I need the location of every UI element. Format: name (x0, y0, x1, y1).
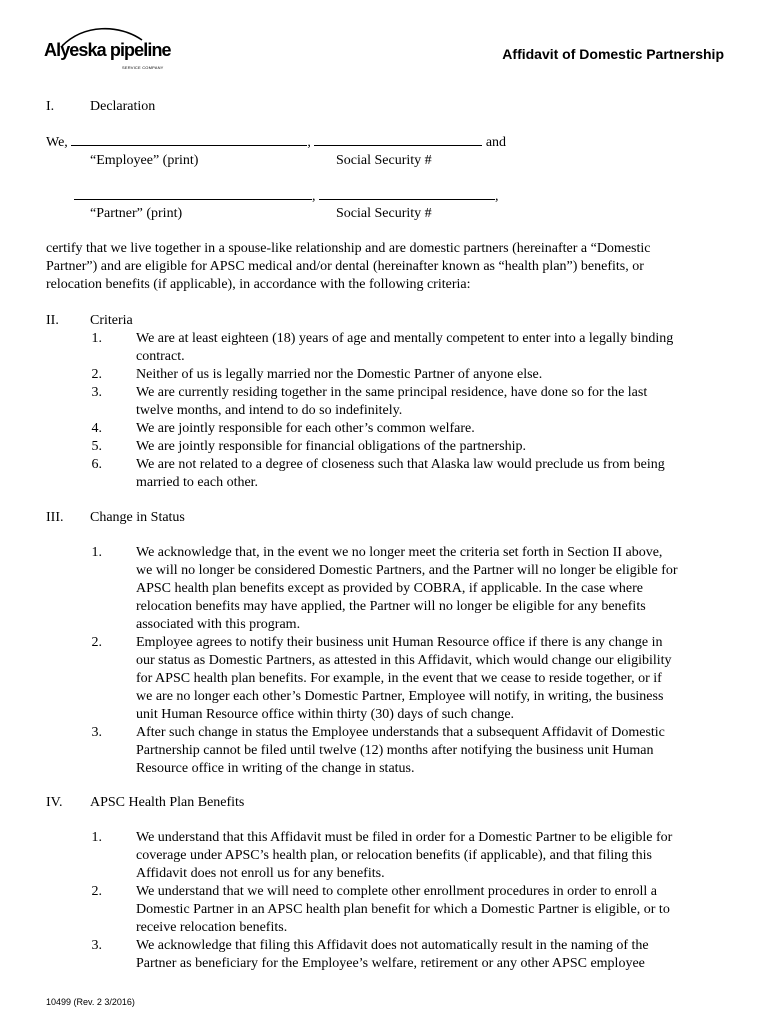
section-1-numeral: I. (46, 99, 55, 114)
change-status-list (90, 544, 730, 778)
item-text-line: Affidavit does not enroll us for any benefits. (136, 866, 385, 881)
item-text-line: After such change in status the Employee understands that a subsequent Affidavit of Domestic (136, 725, 665, 740)
item-number: 2. (91, 635, 102, 650)
employee-ssn-caption: Social Security # (336, 153, 432, 168)
item-number: 1. (91, 830, 102, 845)
section-2-numeral: II. (46, 313, 59, 328)
item-number: 2. (91, 884, 102, 899)
item-text-line: Neither of us is legally married nor the Domestic Partner of anyone else. (136, 367, 543, 382)
item-text-line: we are no longer each other’s Domestic Partner, Employee will notify, in writing, the business (136, 689, 664, 704)
item-text-line: we will no longer be considered Domestic Partners, and the Partner will no longer be eligible for (136, 563, 678, 578)
item-text-line: We acknowledge that filing this Affidavit does not automatically result in the naming of the (136, 938, 649, 953)
logo-wordmark: Alyeska pipeline (44, 40, 171, 60)
item-number: 3. (91, 938, 102, 953)
employee-caption: “Employee” (print) (90, 153, 199, 168)
item-number: 2. (91, 367, 102, 382)
item-number: 1. (91, 331, 102, 346)
list-item (90, 384, 730, 420)
item-text-line: APSC health plan benefits except as provided by COBRA, if applicable. In the case where (136, 581, 643, 596)
list-item (90, 544, 730, 634)
list-item (90, 883, 730, 937)
partner-ssn-field[interactable] (319, 187, 495, 200)
section-4-numeral: IV. (46, 795, 63, 810)
item-text-line: our status as Domestic Partners, as attested in this Affidavit, which would change our eligibility (136, 653, 672, 668)
item-text-line: Partnership cannot be filed until twelve (12) months after notifying the business unit Human (136, 743, 654, 758)
item-number: 3. (91, 385, 102, 400)
list-item (90, 438, 730, 456)
item-text-line: twelve months, and intend to do so indefinitely. (136, 403, 403, 418)
item-text-line: We understand that this Affidavit must be filed in order for a Domestic Partner to be eligible for (136, 830, 673, 845)
criteria-list (90, 330, 730, 492)
certify-line: relocation benefits (if applicable), in accordance with the following criteria: (46, 277, 471, 292)
document-title: Affidavit of Domestic Partnership (502, 46, 724, 62)
section-1-heading: Declaration (90, 99, 156, 114)
item-number: 3. (91, 725, 102, 740)
list-item (90, 366, 730, 384)
employee-name-field[interactable] (71, 133, 307, 146)
item-text-line: We are jointly responsible for financial obligations of the partnership. (136, 439, 526, 454)
item-text-line: We are currently residing together in the same principal residence, have done so for the last (136, 385, 648, 400)
list-item (90, 634, 730, 724)
list-item (90, 330, 730, 366)
form-number: 10499 (Rev. 2 3/2016) (46, 997, 135, 1007)
item-text-line: relocation benefits may have applied, the Partner will no longer be eligible for any benefits (136, 599, 646, 614)
section-2-heading: Criteria (90, 313, 133, 328)
list-item (90, 724, 730, 778)
item-text-line: Partner as beneficiary for the Employee’s welfare, retirement or any other APSC employee (136, 956, 645, 971)
item-text-line: receive relocation benefits. (136, 920, 288, 935)
item-number: 4. (91, 421, 102, 436)
section-3-heading: Change in Status (90, 510, 185, 525)
partner-caption: “Partner” (print) (90, 206, 183, 221)
partner-name-field[interactable] (74, 187, 312, 200)
item-text-line: We are at least eighteen (18) years of age and mentally competent to enter into a legally binding (136, 331, 674, 346)
employee-ssn-field[interactable] (314, 133, 482, 146)
we-label: We, (46, 135, 68, 150)
item-text-line: coverage under APSC’s health plan, or relocation benefits (if applicable), and that filing this (136, 848, 652, 863)
certify-paragraph (46, 240, 726, 294)
certify-line: certify that we live together in a spouse-like relationship and are domestic partners (hereinafter a “Domestic (46, 241, 651, 256)
certify-line: Partner”) and are eligible for APSC medical and/or dental (hereinafter known as “health plan”) benefits, or (46, 259, 644, 274)
health-benefits-list (90, 829, 730, 973)
item-text-line: We acknowledge that, in the event we no longer meet the criteria set forth in Section II above, (136, 545, 663, 560)
item-text-line: associated with this program. (136, 617, 301, 632)
item-text-line: Resource office in writing of the change in status. (136, 761, 415, 776)
logo-subtext: SERVICE COMPANY (122, 65, 164, 70)
item-text-line: We are not related to a degree of closeness such that Alaska law would preclude us from being (136, 457, 665, 472)
item-text-line: married to each other. (136, 475, 259, 490)
item-text-line: unit Human Resource office within thirty (30) days of such change. (136, 707, 515, 722)
comma-2: , (312, 189, 316, 204)
section-4-heading: APSC Health Plan Benefits (90, 795, 245, 810)
item-text-line: We understand that we will need to complete other enrollment procedures in order to enroll a (136, 884, 657, 899)
list-item (90, 829, 730, 883)
comma-1: , (307, 135, 311, 150)
item-text-line: Domestic Partner in an APSC health plan benefit for which a Domestic Partner is eligible, or to (136, 902, 670, 917)
declaration-line-1 (46, 133, 506, 152)
item-number: 5. (91, 439, 102, 454)
item-text-line: We are jointly responsible for each other’s common welfare. (136, 421, 475, 436)
item-text-line: for APSC health plan benefits. For example, in the event that we cease to reside together, or if (136, 671, 662, 686)
partner-ssn-caption: Social Security # (336, 206, 432, 221)
item-number: 1. (91, 545, 102, 560)
declaration-line-2 (74, 187, 499, 206)
item-text-line: Employee agrees to notify their business unit Human Resource office if there is any change in (136, 635, 663, 650)
list-item (90, 420, 730, 438)
list-item (90, 937, 730, 973)
and-label: and (485, 135, 507, 150)
item-text-line: contract. (136, 349, 185, 364)
item-number: 6. (91, 457, 102, 472)
alyeska-logo (44, 26, 171, 74)
section-3-numeral: III. (46, 510, 64, 525)
list-item (90, 456, 730, 492)
comma-3: , (495, 189, 499, 204)
